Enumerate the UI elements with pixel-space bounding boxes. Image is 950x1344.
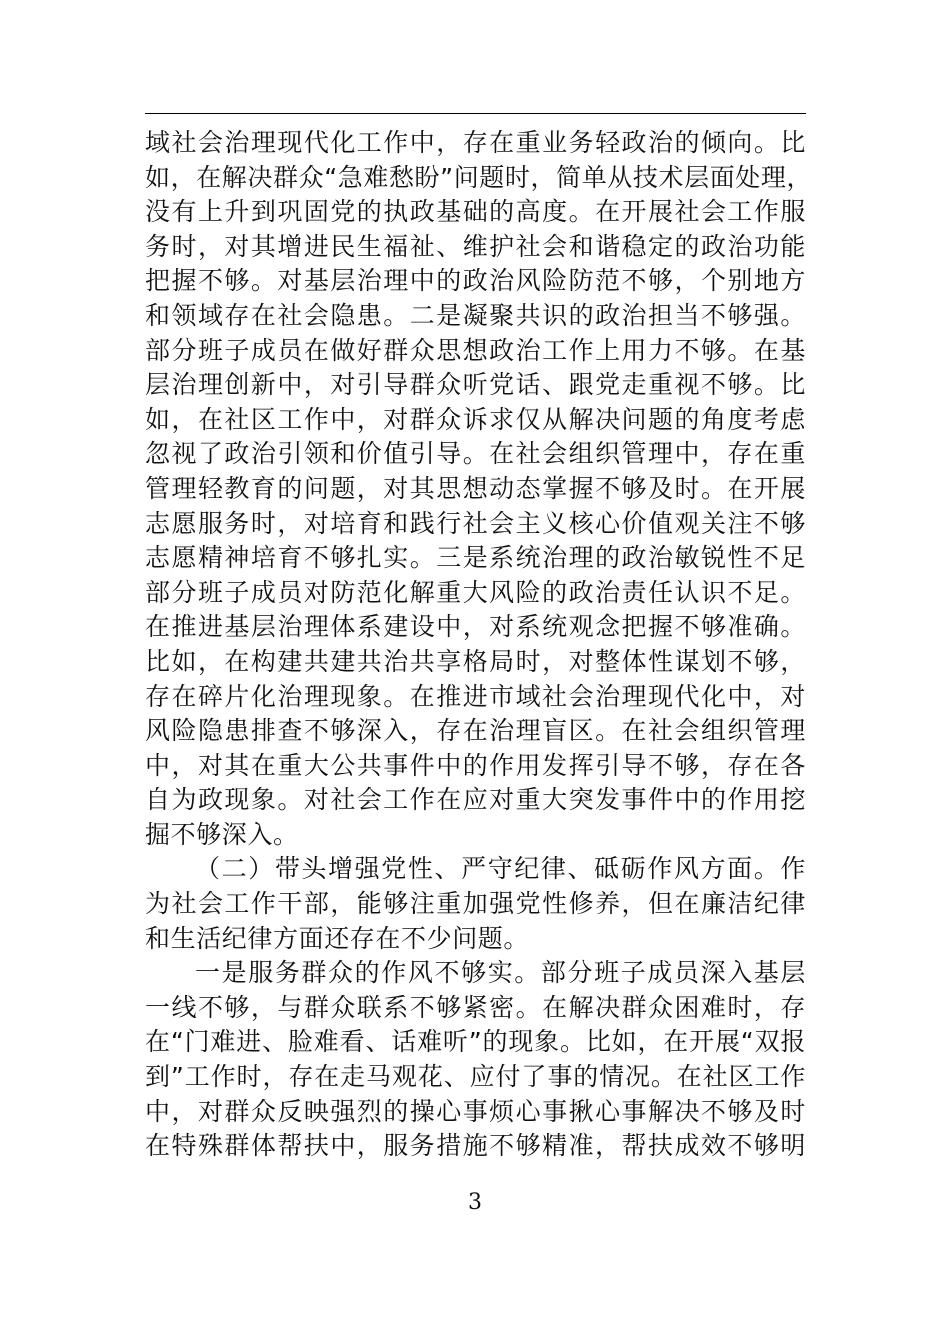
text-line: 比如，在构建共建共治共享格局时，对整体性谋划不够， (145, 646, 806, 676)
section-heading-line: （二）带头增强党性、严守纪律、砥砺作风方面。作 (195, 854, 806, 884)
page-number: 3 (468, 1190, 482, 1215)
text-line: 部分班子成员对防范化解重大风险的政治责任认识不足。 (145, 577, 806, 607)
text-line: 忽视了政治引领和价值引导。在社会组织管理中，存在重 (145, 439, 806, 469)
text-line: 层治理创新中，对引导群众听党话、跟党走重视不够。比 (145, 370, 806, 400)
text-line: 中，对其在重大公共事件中的作用发挥引导不够，存在各 (145, 750, 806, 780)
text-line: 和生活纪律方面还存在不少问题。 (145, 923, 530, 953)
paragraph-start-line: 一是服务群众的作风不够实。部分班子成员深入基层 (195, 958, 806, 988)
text-line: 没有上升到巩固党的执政基础的高度。在开展社会工作服 (145, 197, 806, 227)
text-line: 到”工作时，存在走马观花、应付了事的情况。在社区工作 (145, 1062, 806, 1092)
text-line: 如，在解决群众“急难愁盼”问题时，简单从技术层面处理， (145, 162, 813, 192)
text-line: 如，在社区工作中，对群众诉求仅从解决问题的角度考虑 (145, 404, 806, 434)
text-line: 一线不够，与群众联系不够紧密。在解决群众困难时，存 (145, 992, 806, 1022)
text-line: 掘不够深入。 (145, 819, 299, 849)
text-line: 和领域存在社会隐患。二是凝聚共识的政治担当不够强。 (145, 300, 806, 330)
text-line: 志愿服务时，对培育和践行社会主义核心价值观关注不够 (145, 508, 806, 538)
text-line: 为社会工作干部，能够注重加强党性修养，但在廉洁纪律 (145, 889, 806, 919)
text-line: 域社会治理现代化工作中，存在重业务轻政治的倾向。比 (145, 128, 806, 157)
text-line: 把握不够。对基层治理中的政治风险防范不够，个别地方 (145, 266, 806, 296)
text-line: 在特殊群体帮扶中，服务措施不够精准，帮扶成效不够明 (145, 1131, 806, 1161)
text-line: 志愿精神培育不够扎实。三是系统治理的政治敏锐性不足 (145, 543, 806, 573)
document-body (145, 126, 813, 1164)
text-line: 风险隐患排查不够深入，存在治理盲区。在社会组织管理 (145, 716, 806, 746)
text-line: 存在碎片化治理现象。在推进市域社会治理现代化中，对 (145, 681, 806, 711)
text-line: 自为政现象。对社会工作在应对重大突发事件中的作用挖 (145, 785, 806, 815)
text-line: 在推进基层治理体系建设中，对系统观念把握不够准确。 (145, 612, 806, 642)
text-line: 务时，对其增进民生福祉、维护社会和谐稳定的政治功能 (145, 231, 806, 261)
text-line: 中，对群众反映强烈的操心事烦心事揪心事解决不够及时 (145, 1096, 806, 1126)
text-line: 部分班子成员在做好群众思想政治工作上用力不够。在基 (145, 335, 806, 365)
header-rule (145, 113, 806, 114)
text-line: 在“门难进、脸难看、话难听”的现象。比如，在开展“双报 (145, 1027, 806, 1057)
text-line: 管理轻教育的问题，对其思想动态掌握不够及时。在开展 (145, 473, 806, 503)
